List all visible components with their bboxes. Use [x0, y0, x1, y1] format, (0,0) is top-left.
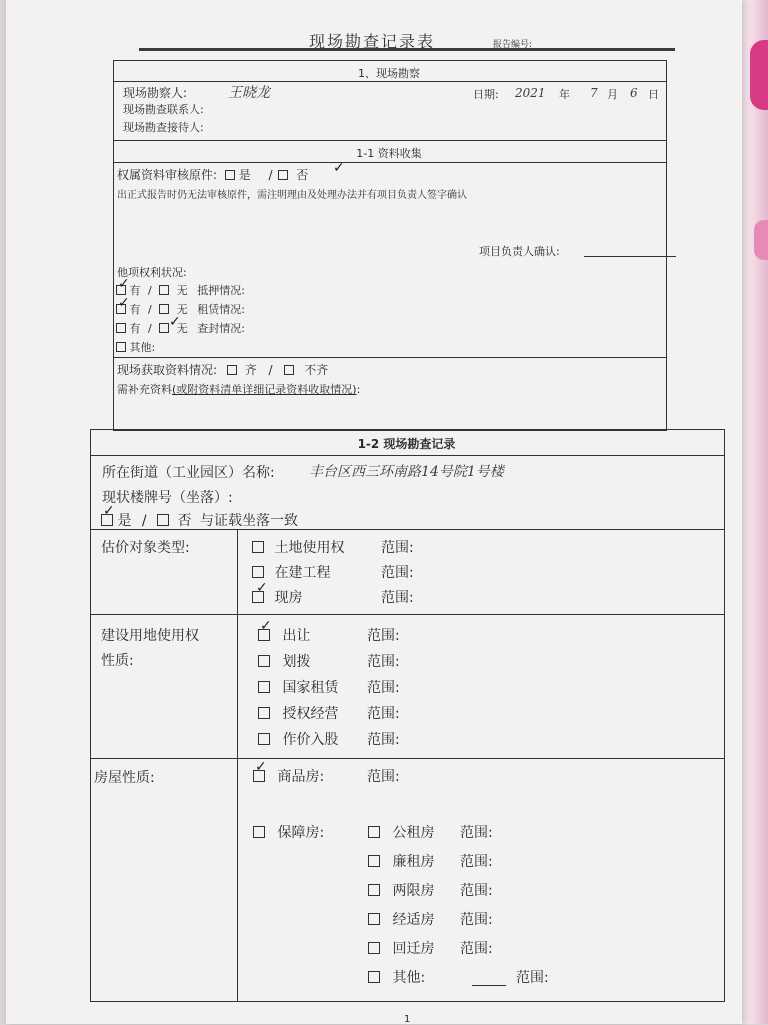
option-yes: 有 [129, 322, 141, 335]
report-number-label: 报告编号: [493, 40, 533, 50]
option-label: 土地使用权 [274, 540, 345, 556]
scope-label: 范围: [367, 680, 400, 696]
date-label: 日期: [473, 88, 499, 101]
check-mark: ✓ [255, 759, 267, 775]
object-option-land [252, 537, 344, 557]
checkbox-price-limited[interactable] [368, 884, 380, 896]
option-label: 公租房 [392, 825, 435, 841]
check-mark: ✓ [118, 276, 130, 292]
checkbox-state-lease[interactable] [258, 681, 270, 693]
affordable-option-public-rental [368, 822, 434, 842]
affordable-option-other [368, 967, 425, 987]
affordable-option-low-rent [368, 851, 434, 871]
checkbox-review-no[interactable] [278, 170, 288, 180]
checkbox-resettlement[interactable] [368, 942, 380, 954]
landuse-option-lease [258, 677, 338, 697]
row-divider [113, 162, 666, 163]
land-use-right-label: 建设用地使用权 [101, 628, 199, 644]
option-no: 无 [176, 284, 188, 297]
option-label: 廉租房 [392, 854, 435, 870]
check-mark: ✓ [260, 618, 272, 634]
supplement-label: 需补充资料 [117, 383, 172, 396]
checkbox-affordable-other[interactable] [368, 971, 380, 983]
date-year-value: 2021 [515, 86, 546, 100]
form-paper [6, 0, 742, 1024]
scope-label: 范围: [460, 941, 493, 957]
scope-label: 范围: [460, 825, 493, 841]
option-label: 在建工程 [274, 565, 331, 581]
row-divider [113, 357, 666, 358]
date-month-label: 月 [607, 88, 618, 101]
scope-label: 范围: [381, 565, 414, 581]
other-label: 其他: [129, 341, 156, 354]
page-number: 1 [404, 1014, 411, 1025]
option-label: 授权经营 [282, 706, 339, 722]
check-mark: ✓ [118, 295, 130, 311]
option-label: 划拨 [282, 654, 311, 670]
landuse-option-allocation [258, 651, 310, 671]
fill-in-blank [472, 985, 506, 986]
location-consistent-row [101, 510, 298, 530]
background-object [754, 220, 768, 260]
option-label: 保障房: [277, 825, 325, 841]
scope-label: 范围: [460, 883, 493, 899]
separator: / [268, 363, 273, 377]
separator: / [148, 303, 152, 316]
building-number-label: 现状楼牌号（坐落）: [102, 490, 233, 506]
scope-label: 范围: [460, 912, 493, 928]
street-label: 所在街道（工业园区）名称: [102, 465, 275, 481]
seizure-label: 查封情况: [197, 322, 245, 335]
date-year-label: 年 [559, 88, 570, 101]
contact-label: 现场勘查联系人: [123, 103, 204, 116]
option-yes: 有 [129, 284, 141, 297]
rights-row-other [116, 339, 155, 355]
scope-label: 范围: [516, 970, 549, 986]
checkbox-economic-housing[interactable] [368, 913, 380, 925]
check-mark: ✓ [169, 314, 181, 330]
original-review-note: 出正式报告时仍无法审核原件，需注明理由及处理办法并有项目负责人签字确认 [117, 190, 467, 201]
checkbox-consistent-no[interactable] [157, 514, 169, 526]
checkbox-incomplete[interactable] [284, 365, 294, 375]
onsite-docs-row [117, 361, 328, 378]
checkbox-equity-contribution[interactable] [258, 733, 270, 745]
section-heading: 1-2 现场勘查记录 [357, 437, 456, 451]
checkbox-public-rental[interactable] [368, 826, 380, 838]
land-use-nature-label: 性质: [101, 653, 134, 669]
receiver-label: 现场勘查接待人: [123, 121, 204, 134]
review-original-row [117, 166, 308, 183]
header-rule [139, 48, 675, 51]
checkbox-review-yes[interactable] [225, 170, 235, 180]
row-divider [113, 81, 666, 82]
mortgage-label: 抵押情况: [197, 284, 245, 297]
supplement-colon: : [356, 383, 361, 396]
surveyor-label: 现场勘察人: [123, 86, 188, 100]
affordable-option-economic [368, 909, 434, 929]
house-option-affordable [253, 822, 324, 842]
option-label: 作价入股 [282, 732, 339, 748]
checkbox-other[interactable] [116, 342, 126, 352]
date-day-value: 6 [630, 86, 638, 100]
valuation-object-type-label: 估价对象类型: [101, 540, 190, 556]
separator: / [141, 513, 147, 529]
option-complete: 齐 [244, 363, 257, 377]
scope-label: 范围: [460, 854, 493, 870]
scope-label: 范围: [381, 590, 414, 606]
checkbox-complete[interactable] [227, 365, 237, 375]
consistent-label: 与证载坐落一致 [199, 513, 298, 529]
other-rights-label: 他项权利状况: [117, 266, 187, 279]
option-incomplete: 不齐 [304, 363, 329, 377]
checkbox-mortgage-no[interactable] [159, 285, 169, 295]
option-yes: 是 [238, 168, 251, 182]
landuse-option-authorized [258, 703, 338, 723]
page-title: 现场勘查记录表 [309, 32, 436, 51]
checkbox-authorized-operation[interactable] [258, 707, 270, 719]
section-heading: 1-1 资料收集 [356, 147, 422, 160]
scope-label: 范围: [381, 540, 414, 556]
checkbox-seizure-no[interactable] [159, 323, 169, 333]
street-value: 丰台区西三环南路14号院1号楼 [309, 464, 504, 480]
checkbox-land-use-right[interactable] [252, 541, 264, 553]
supplement-note: (或附资料清单详细记录资料收取情况) [172, 383, 357, 396]
scope-label: 范围: [367, 654, 400, 670]
scope-label: 范围: [367, 769, 400, 785]
option-label: 经适房 [392, 912, 435, 928]
option-label: 两限房 [392, 883, 435, 899]
option-label: 其他: [392, 970, 426, 986]
row-divider [90, 614, 724, 615]
house-nature-label: 房屋性质: [94, 770, 155, 786]
check-mark: ✓ [256, 580, 268, 596]
column-divider [237, 529, 238, 1001]
supplement-row [117, 381, 360, 397]
landuse-option-equity [258, 729, 338, 749]
rights-row-mortgage [116, 282, 245, 298]
project-lead-confirm-label: 项目负责人确认: [479, 245, 560, 258]
checkbox-under-construction[interactable] [252, 566, 264, 578]
background-object [750, 40, 768, 110]
option-label: 现房 [274, 590, 303, 606]
option-no: 否 [177, 513, 192, 529]
row-divider [113, 140, 666, 141]
affordable-option-price-limited [368, 880, 434, 900]
background-edge [742, 0, 768, 1024]
option-no: 无 [176, 303, 188, 316]
scope-label: 范围: [367, 706, 400, 722]
checkbox-seizure-yes[interactable] [116, 323, 126, 333]
scope-label: 范围: [367, 732, 400, 748]
option-no: 无 [176, 322, 188, 335]
date-day-label: 日 [648, 88, 659, 101]
review-original-label: 权属资料审核原件: [117, 168, 218, 182]
option-label: 出让 [282, 628, 311, 644]
option-yes: 有 [129, 303, 141, 316]
option-label: 回迁房 [392, 941, 435, 957]
check-mark: ✓ [333, 160, 345, 176]
date-month-value: 7 [590, 86, 598, 100]
checkbox-affordable-housing[interactable] [253, 826, 265, 838]
onsite-docs-label: 现场获取资料情况: [117, 363, 218, 377]
separator: / [148, 322, 152, 335]
check-mark: ✓ [103, 503, 115, 519]
separator: / [268, 168, 273, 182]
separator: / [148, 284, 152, 297]
checkbox-lease-no[interactable] [159, 304, 169, 314]
row-divider [90, 455, 724, 456]
row-divider [90, 758, 724, 759]
section-heading: 1、现场勘察 [358, 67, 420, 80]
option-label: 商品房: [277, 769, 325, 785]
option-label: 国家租赁 [282, 680, 339, 696]
option-yes: 是 [117, 513, 132, 529]
signature-line [584, 256, 676, 257]
lease-label: 租赁情况: [197, 303, 245, 316]
affordable-option-resettlement [368, 938, 434, 958]
checkbox-low-rent[interactable] [368, 855, 380, 867]
option-no: 否 [296, 168, 309, 182]
surveyor-signature: 王晓龙 [228, 85, 270, 101]
checkbox-allocation[interactable] [258, 655, 270, 667]
scope-label: 范围: [367, 628, 400, 644]
object-option-construction [252, 562, 330, 582]
